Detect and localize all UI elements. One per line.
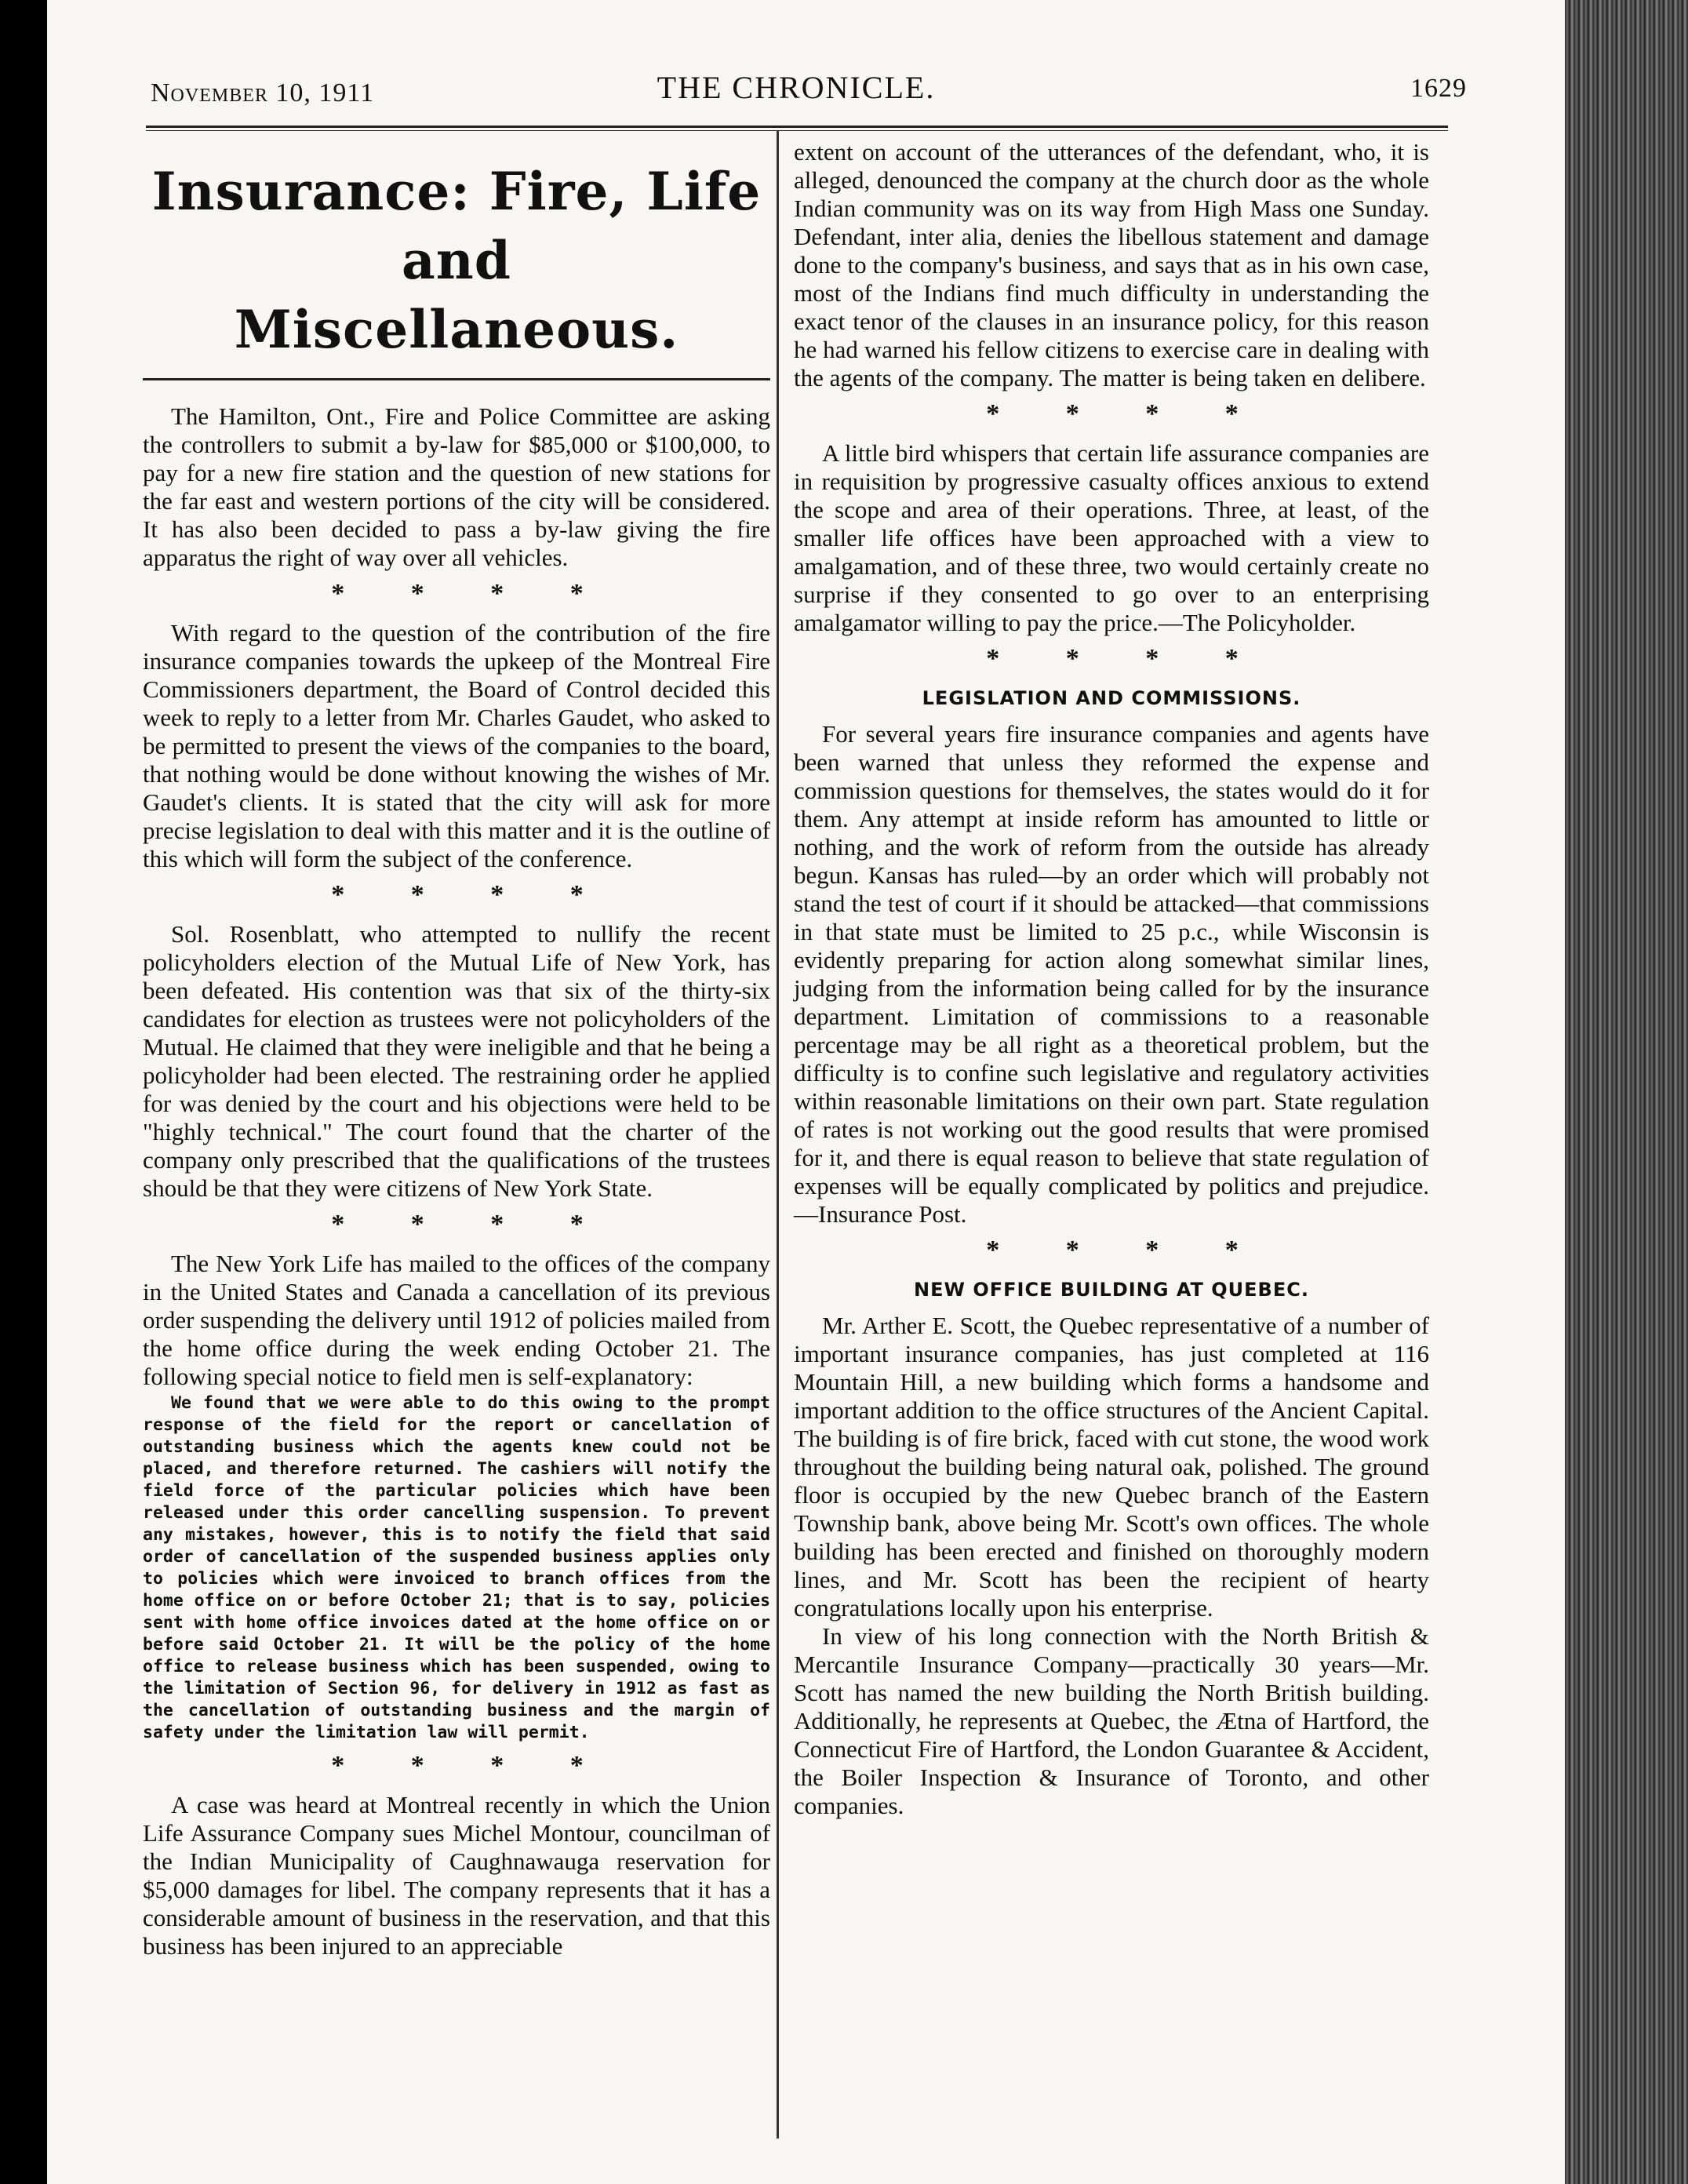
header-rule-thin: [146, 130, 1448, 131]
masthead-line-1: Insurance: Fire, Life and: [151, 161, 762, 291]
article-legislation: For several years fire insurance companies and agents have been warned that unless they reformed the expense and commission questions for themselves, the states would do it for them. Any attempt at inside reform has amounted to little or nothing, and the work of reform from the outside has already begun. Kansas has ruled—by an order which will probably not stand the test of court if it should be attacked—that commissions in that state must be limited to 25 p.c., while Wisconsin is evidently preparing for action along somewhat similar lines, judging from the information being called for by the insurance department. Limitation of commissions to a reasonable percentage may be all right as a theoretical problem, but the difficulty is to confine such legislative and regulatory activities within reasonable limitations on their own part. State regulation of rates is not working out the good results that were promised for it, and there is equal reason to believe that state regulation of expenses will be equally complicated by politics and prejudice.—Insurance Post.: [794, 720, 1429, 1228]
masthead-line-2: Miscellaneous.: [234, 299, 679, 360]
section-masthead: [143, 157, 770, 364]
article-little-bird: A little bird whispers that certain life assurance companies are in requisition by progressive casualty offices anxious to extend the scope and area of their operations. Three, at least, of the smaller life offices have been approached with a view to amalgamation, and of these three, two would certainly create no surprise if they consented to go over to an enterprising amalgamator willing to pay the price.—The Policyholder.: [794, 439, 1429, 636]
publication-title: THE CHRONICLE.: [657, 70, 936, 105]
special-notice-quote: We found that we were able to do this owing to the prompt response of the field for the report or cancellation of outstanding business which the agents knew could not be placed, and therefore returned. The cashiers will notify the field force of the particular policies which have been released under this order cancelling suspension. To prevent any mistakes, however, this is to notify the field that said order of cancellation of the suspended business applies only to policies which were invoiced to branch offices from the home office on or before October 21; that is to say, policies sent with home office invoices dated at the home office on or before said October 21. It will be the policy of the home office to release business which has been suspended, owing to the limitation of Section 96, for delivery in 1912 as fast as the cancellation of outstanding business and the margin of safety under the limitation law will permit.: [143, 1393, 770, 1742]
separator-stars: * * * *: [331, 579, 613, 608]
article-north-british: In view of his long connection with the North British & Mercantile Insurance Company—practically 30 years—Mr. Scott has named the new building the North British building. Additionally, he represents at Quebec, the Ætna of Hartford, the Connecticut Fire of Hartford, the London Guarantee & Accident, the Boiler Inspection & Insurance of Toronto, and other companies.: [794, 1622, 1429, 1819]
issue-date: November 10, 1911: [151, 78, 375, 107]
separator-stars: * * * *: [986, 1236, 1268, 1265]
separator-stars: * * * *: [331, 1210, 613, 1239]
article-hamilton: The Hamilton, Ont., Fire and Police Committee are asking the controllers to submit a by-law for $85,000 or $100,000, to pay for a new fire station and the question of new stations for the far east and western portions of the city will be considered. It has also been decided to pass a by-law giving the fire apparatus the right of way over all vehicles.: [143, 402, 770, 571]
page-number: 1629: [1410, 74, 1467, 103]
right-column: [794, 138, 1429, 1820]
article-union-life-case: A case was heard at Montreal recently in which the Union Life Assurance Company sues Michel Montour, councilman of the Indian Municipality of Caughnawauga reservation for $5,000 damages for libel. The company represents that it has a considerable amount of business in the reservation, and that this business has been injured to an appreciable: [143, 1791, 770, 1960]
separator-stars: * * * *: [986, 644, 1268, 673]
article-montreal-fire: With regard to the question of the contribution of the fire insurance companies towards the upkeep of the Montreal Fire Commissioners department, the Board of Control decided this week to reply to a letter from Mr. Charles Gaudet, who asked to be permitted to present the views of the companies to the board, that nothing would be done without knowing the wishes of Mr. Gaudet's clients. It is stated that the city will ask for more precise legislation to deal with this matter and it is the outline of this which will form the subject of the conference.: [143, 619, 770, 872]
masthead-rule: [143, 378, 770, 380]
running-header: [102, 69, 1490, 116]
heading-legislation: LEGISLATION AND COMMISSIONS.: [922, 687, 1301, 709]
left-column: [143, 154, 770, 1960]
column-divider: [777, 130, 779, 2138]
header-rule: [146, 126, 1448, 128]
scan-left-edge: [0, 0, 47, 2184]
book-spine-edge: [1565, 0, 1688, 2184]
separator-stars: * * * *: [331, 880, 613, 909]
article-union-life-case-continued: extent on account of the utterances of the defendant, who, it is alleged, denounced the company at the church door as the whole Indian community was on its way from High Mass one Sunday. Defendant, inter alia, denies the libellous statement and damage done to the company's business, and says that as in his own case, most of the Indians find much difficulty in understanding the exact tenor of the clauses in an insurance policy, for this reason he had warned his fellow citizens to exercise care in dealing with the agents of the company. The matter is being taken en delibere.: [794, 138, 1429, 391]
heading-quebec-building: NEW OFFICE BUILDING AT QUEBEC.: [914, 1279, 1309, 1301]
article-quebec-building: Mr. Arther E. Scott, the Quebec representative of a number of important insurance companies, has just completed at 116 Mountain Hill, a new building which forms a handsome and important addition to the office structures of the Ancient Capital. The building is of fire brick, faced with cut stone, the wood work throughout the building being natural oak, polished. The ground floor is occupied by the new Quebec branch of the Eastern Township bank, above being Mr. Scott's own offices. The whole building has been erected and finished on thoroughly modern lines, and Mr. Scott has been the recipient of hearty congratulations locally upon his enterprise.: [794, 1312, 1429, 1622]
separator-stars: * * * *: [331, 1751, 613, 1780]
article-new-york-life: The New York Life has mailed to the offices of the company in the United States and Canada a cancellation of its previous order suspending the delivery until 1912 of policies mailed from the home office during the week ending October 21. The following special notice to field men is self-explanatory:: [143, 1250, 770, 1390]
separator-stars: * * * *: [986, 399, 1268, 428]
article-rosenblatt: Sol. Rosenblatt, who attempted to nullify the recent policyholders election of the Mutual Life of New York, has been defeated. His contention was that six of the thirty-six candidates for election as trustees were not policyholders of the Mutual. He claimed that they were ineligible and that he being a policyholder had been elected. The restraining order he applied for was denied by the court and his objections were held to be "highly technical." The court found that the charter of the company only prescribed that the qualifications of the trustees should be that they were citizens of New York State.: [143, 920, 770, 1202]
